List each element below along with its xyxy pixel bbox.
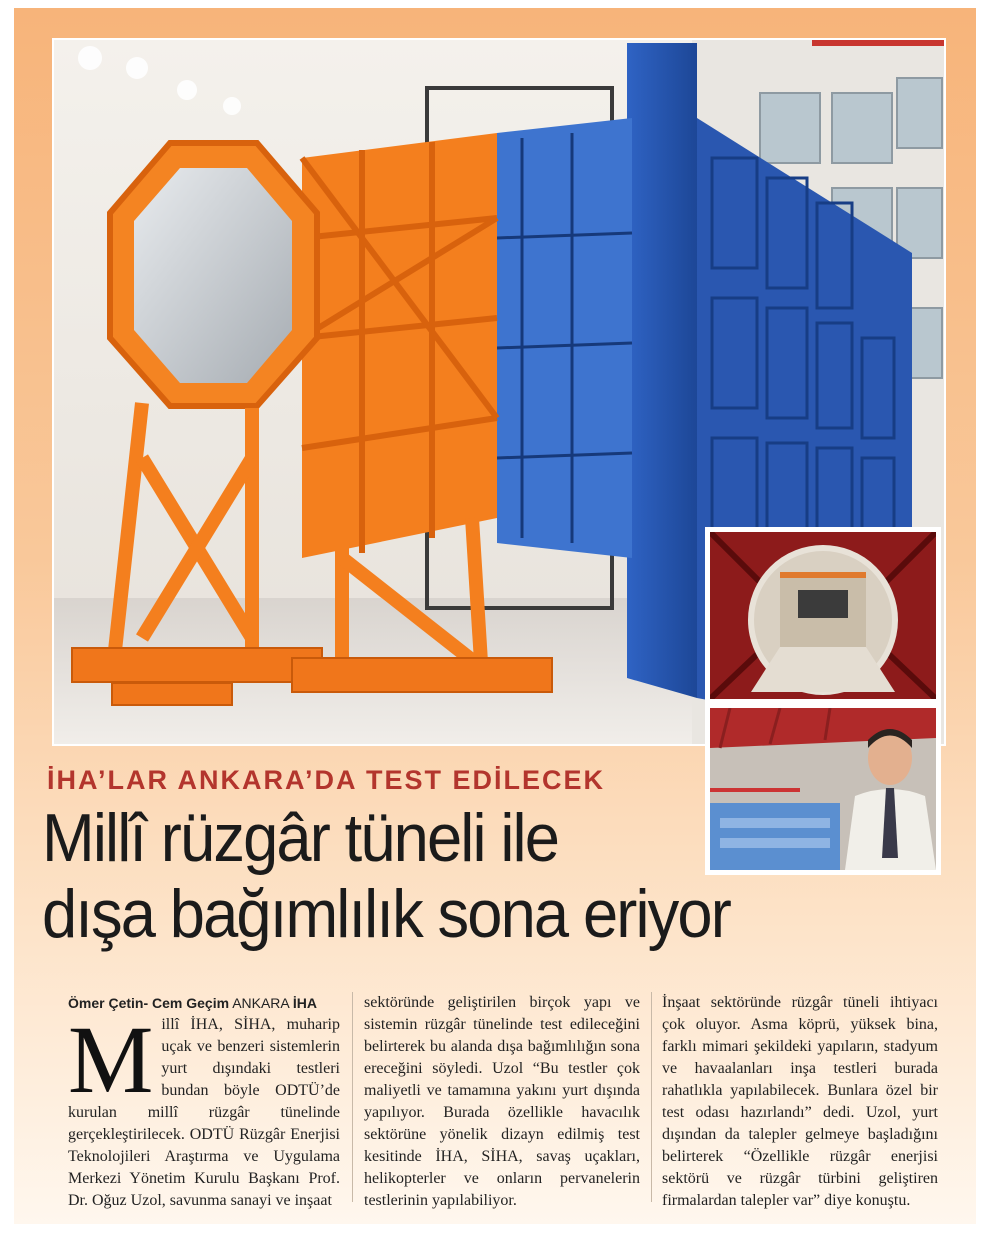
column-1-text: illî İHA, SİHA, muharip uçak ve benzeri sistemlerin yurt dışındaki testleri bundan böyle ODTÜ’de kurulan millî rüzgâr tünelinde gerçekleştirilecek. ODTÜ Rüzgâr Enerjisi Teknolojileri Araştırma ve Uygulama Merkezi Yönetim Kurulu Başkanı Prof. Dr. Oğuz Uzol, savunma sanayi ve inşaat [68, 1016, 340, 1209]
column-2-text: sektöründe geliştirilen birçok yapı ve sistemin rüzgâr tünelinde test edileceğini belirterek bu alanda dışa bağımlılığın sona ereceğini söyledi. Uzol “Bu testler çok maliyetli ve tamamına yakını yurt dışında yapılıyor. Burada özellikle havacılık sektörüne yönelik dizayn edilmiş test kesitinde İHA, SİHA, savaş uçakları, helikopterler ve onların pervanelerin testlerinin yapılabiliyor. [364, 994, 640, 1209]
column-3-text: İnşaat sektöründe rüzgâr tüneli ihtiyacı çok oluyor. Asma köprü, yüksek bina, farklı mimari şekildeki yapıların, stadyum ve havaalanları inşa testleri burada rahatlıkla yapılabilecek. Bunlara özel bir test odası hazırlandı” dedi. Uzol, yurt dışından da talepler gelmeye başladığını belirterek “Özellikle rüzgâr enerjisi sektörü ve rüzgâr türbini geliştiren firmalardan talepler var” diye konuştu. [662, 994, 938, 1209]
tunnel-interior-photo [705, 527, 941, 704]
byline-agency: İHA [292, 995, 318, 1011]
byline-authors: Ömer Çetin- Cem Geçim [68, 995, 230, 1011]
headline-line-2: dışa bağımlılık sona eriyor [42, 876, 730, 952]
article-column-1 [68, 992, 340, 1212]
drop-cap: M [68, 1006, 154, 1113]
headline-line-1: Millî rüzgâr tüneli ile [42, 800, 559, 876]
article-headline [42, 800, 898, 952]
column-divider [651, 992, 652, 1202]
article-column-3 [662, 992, 938, 1212]
column-divider [352, 992, 353, 1202]
article-column-2 [364, 992, 640, 1212]
article-kicker: İHA’LAR ANKARA’DA TEST EDİLECEK [47, 765, 606, 795]
byline [68, 992, 340, 1014]
byline-location: ANKARA [232, 995, 289, 1011]
